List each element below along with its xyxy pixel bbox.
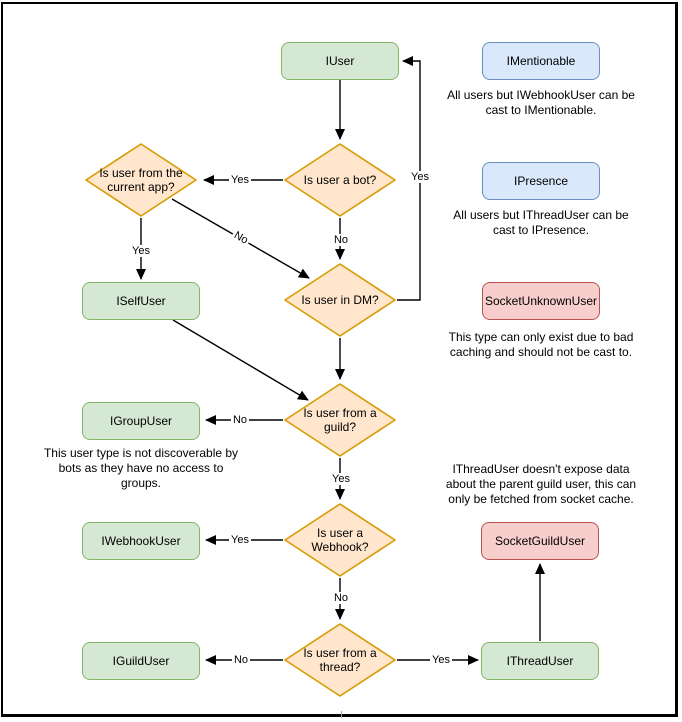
edge-label-guild-to-webhook: Yes xyxy=(332,473,350,485)
edge-label-webhook-to-iwebhook: Yes xyxy=(231,534,249,546)
note-line: cast to IPresence. xyxy=(492,223,590,237)
note-igroupuser xyxy=(44,446,238,491)
decision-is-current-app xyxy=(84,142,198,218)
node-igroupuser-label: IGroupUser xyxy=(109,414,173,428)
node-iselfuser-label: ISelfUser xyxy=(116,294,166,308)
edge-label-thread-to-ithread: Yes xyxy=(432,654,450,666)
note-line: about the parent guild user, this can xyxy=(445,477,637,491)
decision-is-bot xyxy=(283,142,397,218)
edge-label-dm-to-iuser: Yes xyxy=(411,171,429,183)
note-line: IThreadUser doesn't expose data xyxy=(452,462,630,476)
node-iguilduser-label: IGuildUser xyxy=(112,654,170,668)
edge-label-bot-to-dm: No xyxy=(333,234,349,246)
node-imentionable xyxy=(482,42,600,80)
note-line: bots as they have no access to xyxy=(58,461,224,475)
edge-label-webhook-to-thread: No xyxy=(333,592,349,604)
node-iguilduser xyxy=(82,642,200,680)
node-iselfuser xyxy=(82,282,200,320)
decision-is-guild xyxy=(283,382,397,458)
node-iwebhookuser xyxy=(82,522,200,560)
decision-is-dm-label: Is user in DM? xyxy=(301,293,379,307)
decision-is-dm xyxy=(283,262,397,338)
note-line: This user type is not discoverable by xyxy=(43,446,239,460)
edge-label-thread-to-iguild: No xyxy=(233,654,249,666)
node-iwebhookuser-label: IWebhookUser xyxy=(101,534,181,548)
note-line: All users but IThreadUser can be xyxy=(453,208,629,222)
node-socketguilduser-label: SocketGuildUser xyxy=(494,534,586,548)
decision-is-webhook-label: Is user a Webhook? xyxy=(311,526,369,554)
note-line: cast to IMentionable. xyxy=(485,103,597,117)
node-socketunknownuser-label: SocketUnknownUser xyxy=(484,294,598,308)
note-line: caching and should not be cast to. xyxy=(449,345,633,359)
node-socketguilduser xyxy=(481,522,599,560)
node-ithreaduser-label: IThreadUser xyxy=(506,654,574,668)
edge-label-guild-to-group: No xyxy=(232,414,248,426)
note-line: This type can only exist due to bad xyxy=(448,330,634,344)
decision-is-guild-label: Is user from a guild? xyxy=(303,406,377,434)
decision-is-current-app-label: Is user from the current app? xyxy=(99,166,183,194)
note-socketguilduser xyxy=(446,462,636,507)
note-line: All users but IWebhookUser can be xyxy=(447,88,635,102)
node-ipresence xyxy=(482,162,600,200)
decision-is-thread-label: Is user from a thread? xyxy=(303,646,377,674)
decision-is-webhook xyxy=(283,502,397,578)
node-ithreaduser xyxy=(481,642,599,680)
node-socketunknownuser xyxy=(482,282,600,320)
node-imentionable-label: IMentionable xyxy=(506,54,576,68)
note-line: groups. xyxy=(120,476,162,490)
node-iuser-label: IUser xyxy=(325,54,355,68)
decision-is-bot-label: Is user a bot? xyxy=(303,173,377,187)
note-imentionable xyxy=(447,88,635,118)
page-divider-tick xyxy=(341,711,342,718)
edge-label-app-to-self: Yes xyxy=(132,245,150,257)
node-ipresence-label: IPresence xyxy=(513,174,569,188)
node-iuser xyxy=(281,42,399,80)
edge-label-app-to-dm: No xyxy=(231,229,251,247)
decision-is-thread xyxy=(283,622,397,698)
note-socketunknownuser xyxy=(449,330,634,360)
edge-label-bot-to-app: Yes xyxy=(231,174,249,186)
note-line: only be fetched from socket cache. xyxy=(448,492,634,506)
note-ipresence xyxy=(453,208,628,238)
node-igroupuser xyxy=(82,402,200,440)
